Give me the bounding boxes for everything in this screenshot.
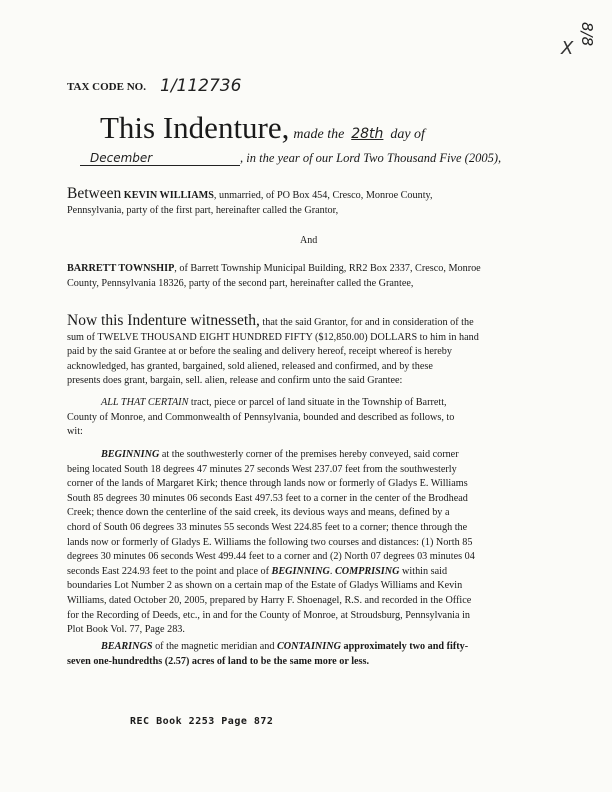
witnesseth-line-5: presents does grant, bargain, sell. alien, release and confirm unto the said Grantee: xyxy=(67,375,403,387)
all-that-line-2: County of Monroe, and Commonwealth of Pennsylvania, bounded and described as follows, to xyxy=(67,411,455,423)
margin-handwritten-number: 8/8 xyxy=(578,22,596,47)
all-that-line-3: wit: xyxy=(67,426,83,438)
beginning-line-10: boundaries Lot Number 2 as shown on a certain map of the Estate of Gladys Williams and Kevin xyxy=(67,580,463,592)
beginning-line-9-b: BEGINNING xyxy=(271,565,330,577)
margin-check-mark: X xyxy=(561,38,574,59)
bearings-line-2: seven one-hundredths (2.57) acres of land to be the same more or less. xyxy=(67,655,370,667)
rec-book-stamp: REC Book 2253 Page 872 xyxy=(130,716,274,727)
beginning-line-9-c: . xyxy=(329,565,335,577)
beginning-paragraph xyxy=(67,448,549,638)
beginning-lead: BEGINNING xyxy=(101,449,160,460)
grantee-line-2: County, Pennsylvania 18326, party of the second part, hereinafter called the Grantee, xyxy=(67,277,414,289)
all-that-line-1: tract, piece or parcel of land situate in the Township of Barrett, xyxy=(188,397,447,408)
beginning-line-9-a: seconds East 224.93 feet to the point and place of xyxy=(67,565,272,577)
day-of-text: day of xyxy=(390,127,425,142)
between-lead: Between xyxy=(67,185,122,202)
grantee-paragraph xyxy=(67,262,547,291)
beginning-line-11: Williams, dated October 20, 2005, prepared by Harry F. Shoenagel, R.S. and recorded in the Office xyxy=(67,594,472,606)
grantor-line-2: Pennsylvania, party of the first part, hereinafter called the Grantor, xyxy=(67,204,339,216)
witnesseth-line-4: acknowledged, has granted, bargained, sold aliened, released and confirmed, and by these xyxy=(67,360,433,372)
grantee-name: BARRETT TOWNSHIP xyxy=(67,263,175,274)
beginning-line-9 xyxy=(67,565,549,580)
witnesseth-line-3: paid by the said Grantee at or before the sealing and delivery hereof, receipt whereof is hereby xyxy=(67,346,452,358)
bearings-lead: BEARINGS xyxy=(101,641,153,652)
beginning-line-9-d: COMPRISING xyxy=(334,565,400,577)
beginning-line-6: chord of South 06 degrees 33 minutes 55 seconds West 224.85 feet to a corner; thence through the xyxy=(67,521,468,533)
tax-code-value: 1/112736 xyxy=(160,76,242,96)
and-label: And xyxy=(300,235,318,246)
beginning-line-7: lands now or formerly of Gladys E. Williams the following two courses and distances: (1) North 85 xyxy=(67,536,473,548)
bearings-line-1-rest: approximately two and fifty- xyxy=(340,641,469,652)
witnesseth-paragraph xyxy=(67,314,547,389)
all-that-certain-paragraph xyxy=(67,396,547,440)
made-the-text: made the xyxy=(293,127,345,142)
bearings-containing: CONTAINING xyxy=(277,641,341,652)
witnesseth-line-2: sum of TWELVE THOUSAND EIGHT HUNDRED FIFTY ($12,850.00) DOLLARS to him in hand xyxy=(67,331,479,343)
beginning-line-12: for the Recording of Deeds, etc., in and for the County of Monroe, at Stroudsburg, Pennsylvania in xyxy=(67,609,470,621)
month-value: December xyxy=(80,151,240,166)
bearings-paragraph xyxy=(67,640,549,669)
date-line xyxy=(80,149,501,167)
beginning-line-8: degrees 30 minutes 06 seconds West 499.44 feet to a corner and (2) North 07 degrees 03 minutes 04 xyxy=(67,551,475,563)
beginning-line-4: South 85 degrees 30 minutes 06 seconds East 497.53 feet to a corner in the center of the Brodhead xyxy=(67,492,468,504)
beginning-line-1: at the southwesterly corner of the premises hereby conveyed, said corner xyxy=(159,449,459,460)
year-text: , in the year of our Lord Two Thousand Five (2005), xyxy=(240,151,502,165)
beginning-line-3: corner of the lands of Margaret Kirk; thence through lands now or formerly of Gladys E. Williams xyxy=(67,478,468,490)
all-that-certain-lead: ALL THAT CERTAIN xyxy=(101,397,189,408)
day-value: 28th xyxy=(351,126,384,142)
grantor-paragraph xyxy=(67,187,542,218)
beginning-line-2: being located South 18 degrees 47 minutes 27 seconds West 237.07 feet from the southwesterly xyxy=(67,463,457,475)
grantor-name: KEVIN WILLIAMS xyxy=(123,190,214,201)
document-title: This Indenture, xyxy=(100,110,290,145)
grantor-line-1: , unmarried, of PO Box 454, Cresco, Monroe County, xyxy=(213,190,433,201)
tax-code-label: TAX CODE NO. xyxy=(67,81,146,93)
witnesseth-lead: Now this Indenture witnesseth, xyxy=(67,312,260,329)
beginning-line-5: Creek; thence down the centerline of the said creek, its devious ways and means, defined by a xyxy=(67,507,450,519)
beginning-line-9-e: within said xyxy=(399,565,448,577)
witnesseth-line-1: that the said Grantor, for and in consideration of the xyxy=(259,317,474,328)
indenture-title-line xyxy=(100,110,425,146)
beginning-line-13: Plot Book Vol. 77, Page 283. xyxy=(67,624,185,636)
grantee-line-1: , of Barrett Township Municipal Building, RR2 Box 2337, Cresco, Monroe xyxy=(174,263,481,274)
bearings-line-1-mid: of the magnetic meridian and xyxy=(152,641,277,652)
